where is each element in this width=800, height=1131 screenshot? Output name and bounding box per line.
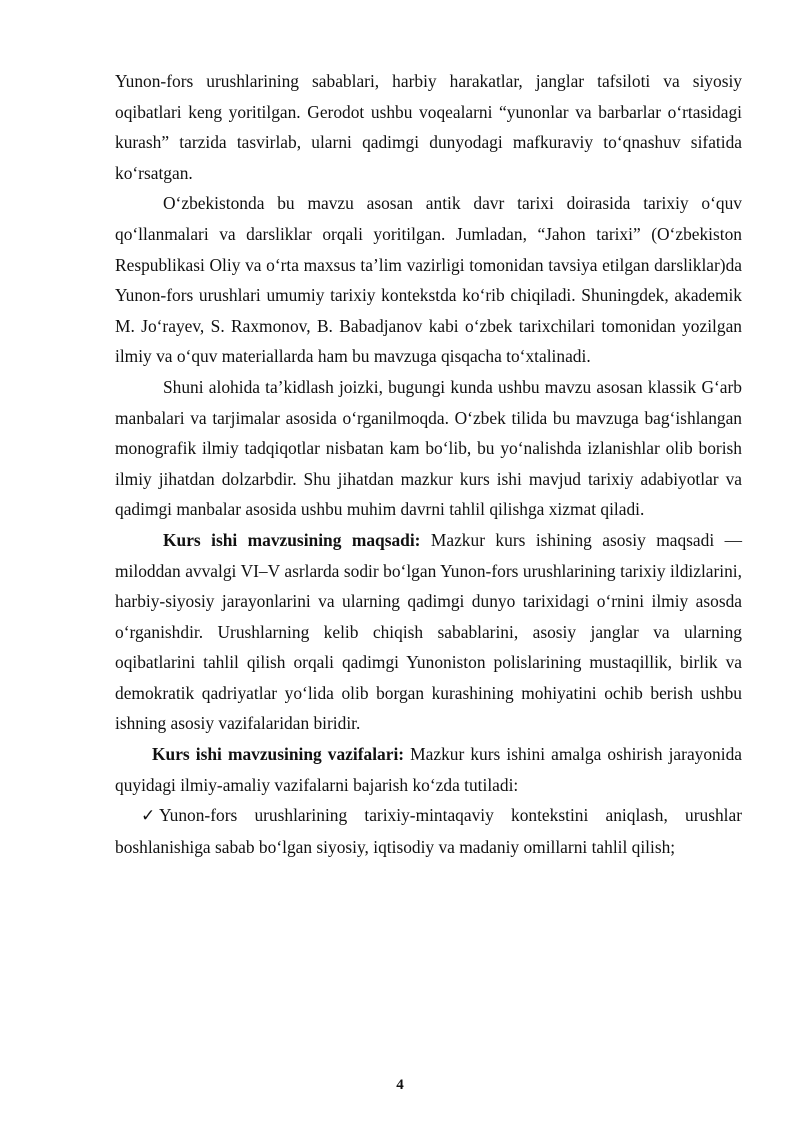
paragraph-2-text: O‘zbekistonda bu mavzu asosan antik davr tarixi doirasida tarixiy o‘quv qo‘llanmalari va darsliklar orqali yoritilgan. Jumladan, “Jahon tarixi” (O‘zbekiston Respublikasi Oliy va o‘rta maxsus ta’lim vazirligi tomonidan tavsiya etilgan darsliklar)da Yunon-fors urushlari umumiy tarixiy kontekstda ko‘rib chiqiladi. Shuningdek, akademik M. Jo‘rayev, S. Raxmonov, B. Babadjanov kabi o‘zbek tarixchilari tomonidan yozilgan ilmiy va o‘quv materiallarda ham bu mavzuga qisqacha to‘xtalinadi. xyxy=(115,193,742,367)
paragraph-3 xyxy=(115,372,742,525)
paragraph-1 xyxy=(115,66,742,188)
document-body xyxy=(115,66,742,862)
page-number: 4 xyxy=(396,1077,404,1093)
paragraph-goal xyxy=(115,525,742,739)
goal-text: Mazkur kurs ishining asosiy maqsadi — miloddan avvalgi VI–V asrlarda sodir bo‘lgan Yunon-fors urushlarining tarixiy ildizlarini, harbiy-siyosiy jarayonlarini va ularning qadimgi dunyo tarixidagi o‘rnini ilmiy asosda o‘rganishdir. Urushlarning kelib chiqish sabablarini, asosiy janglar va ularning oqibatlarini tahlil qilish orqali qadimgi Yunoniston polislarining mustaqillik, birlik va demokratik qadriyatlar yo‘lida olib borgan kurashining mohiyatini ochib berish ushbu ishning asosiy vazifalaridan biridir. xyxy=(115,529,743,734)
tasks-text: Mazkur kurs ishini amalga oshirish jarayonida quyidagi ilmiy-amaliy vazifalarni bajarish ko‘zda tutiladi: xyxy=(115,744,742,795)
paragraph-tasks xyxy=(115,739,742,800)
goal-heading: Kurs ishi mavzusining maqsadi: xyxy=(163,529,421,550)
checkmark-icon: ✓ xyxy=(141,806,156,827)
bullet-item xyxy=(115,800,742,862)
paragraph-1-text: Yunon-fors urushlarining sabablari, harbiy harakatlar, janglar tafsiloti va siyosiy oqibatlari keng yoritilgan. Gerodot ushbu voqealarni “yunonlar va barbarlar o‘rtasidagi kurash” tarzida tasvirlab, ularni qadimgi dunyodagi mafkuraviy to‘qnashuv sifatida ko‘rsatgan. xyxy=(115,71,742,183)
tasks-heading: Kurs ishi mavzusining vazifalari: xyxy=(152,744,405,765)
bullet-item-text: Yunon-fors urushlarining tarixiy-mintaqaviy kontekstini aniqlash, urushlar boshlanishiga sabab bo‘lgan siyosiy, iqtisodiy va madaniy omillarni tahlil qilish; xyxy=(115,805,742,857)
paragraph-3-text: Shuni alohida ta’kidlash joizki, bugungi kunda ushbu mavzu asosan klassik G‘arb manbalari va tarjimalar asosida o‘rganilmoqda. O‘zbek tilida bu mavzuga bag‘ishlangan monografik ilmiy tadqiqotlar nisbatan kam bo‘lib, bu yo‘nalishda izlanishlar olib borish ilmiy jihatdan dolzarbdir. Shu jihatdan mazkur kurs ishi mavjud tarixiy adabiyotlar va qadimgi manbalar asosida ushbu muhim davrni tahlil qilishga xizmat qiladi. xyxy=(115,376,742,520)
paragraph-2 xyxy=(115,188,742,372)
